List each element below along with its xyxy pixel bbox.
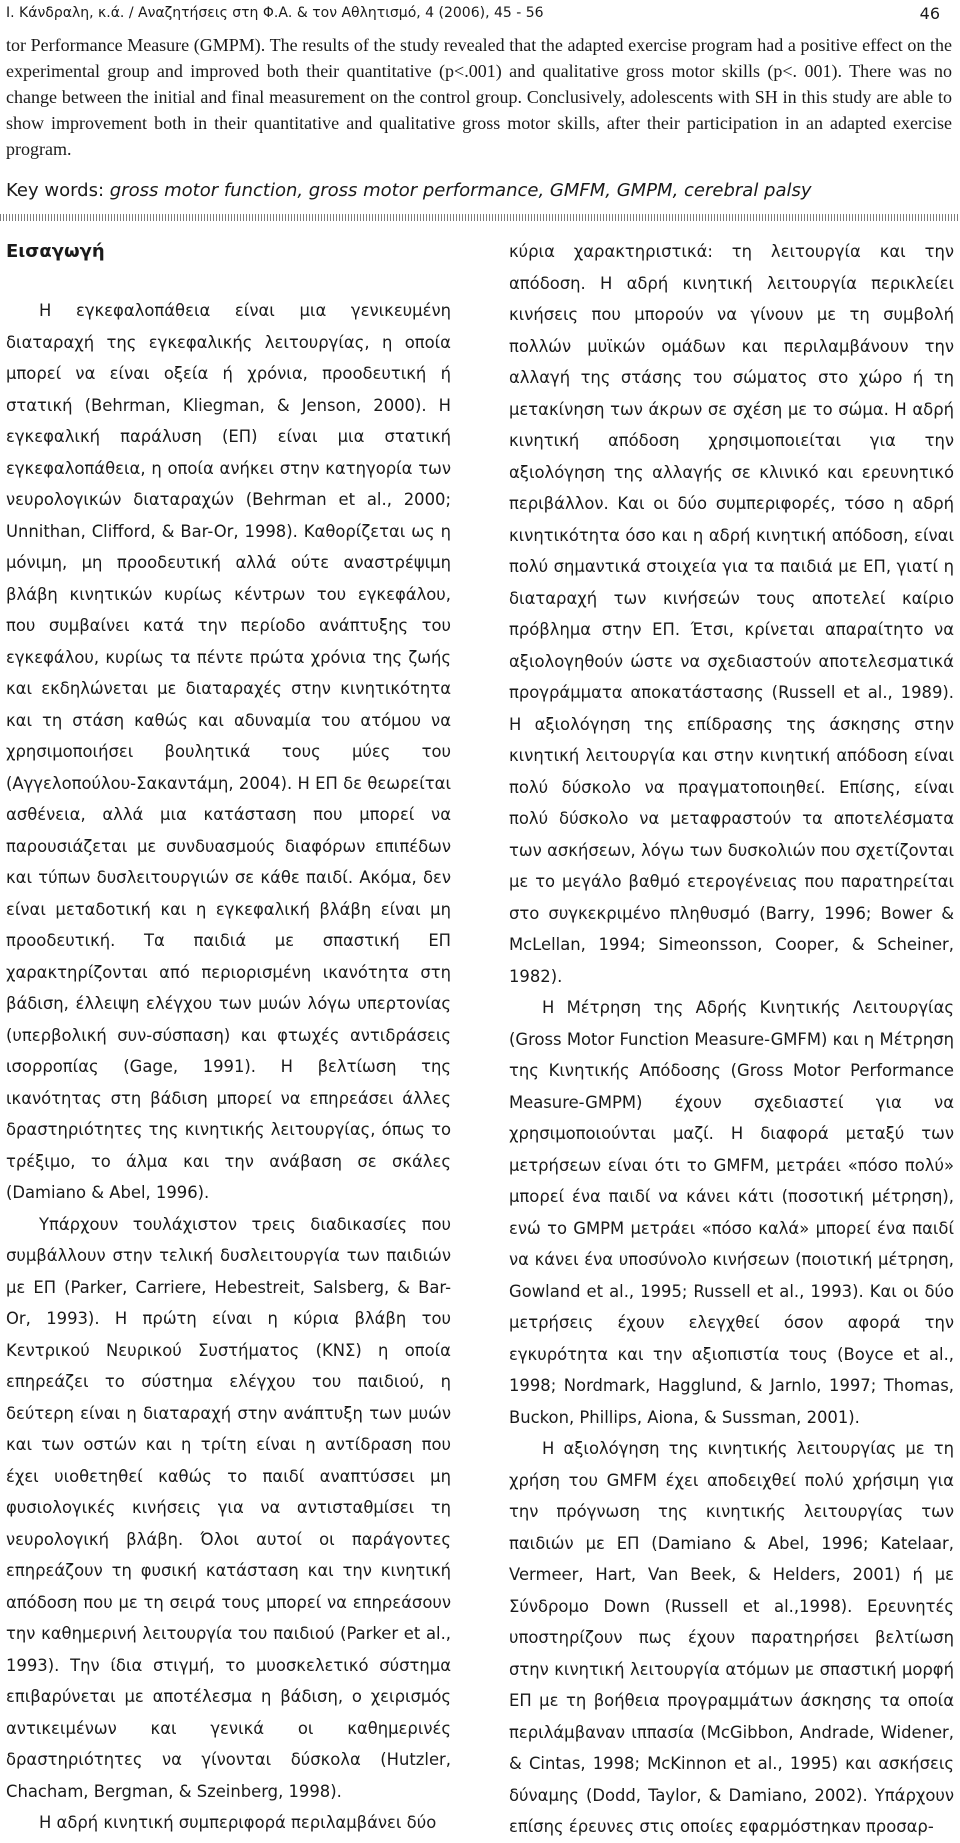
paragraph: Η Μέτρηση της Αδρής Κινητικής Λειτουργίας (Gross Motor Function Measure-GMFM) και η Μέτρηση της Κινητικής Απόδοσης (Gross Motor Performance Measure-GMPM) έχουν σχεδιαστεί για να χρησιμοποιούνται μαζί. Η διαφορά μεταξύ των μετρήσεων είναι ότι το GMFM, μετράει «πόσο πολύ» μπορεί ένα παιδί να κάνει κάτι (ποσοτική μέτρηση), ενώ το GMPM μετράει «πόσο καλά» μπορεί ένα παιδί να κάνει ένα υποσύνολο κινήσεων (ποιοτική μέτρηση, Gowland et al., 1995; Russell et al., 1993). Και οι δύο μετρήσεις έχουν ελεγχθεί όσον αφορά την εγκυρότητα και την αξιοπιστία τους (Boyce et al., 1998; Nordmark, Hagglund, & Jarnlo, 1997; Thomas, Buckon, Phillips, Aiona, & Sussman, 2001). bbox=[509, 998, 954, 1427]
paragraph: Η εγκεφαλοπάθεια είναι μια γενικευμένη διαταραχή της εγκεφαλικής λειτουργίας, η οποία μπορεί να είναι οξεία ή χρόνια, προοδευτική ή στατική (Behrman, Kliegman, & Jenson, 2000). Η εγκεφαλική παράλυση (ΕΠ) είναι μια στατική εγκεφαλοπάθεια, η οποία ανήκει στην κατηγορία των νευρολογικών διαταραχών (Behrman et al., 2000; Unnithan, Clifford, & Bar-Or, 1998). Καθορίζεται ως η μόνιμη, μη προοδευτική αλλά ούτε αναστρέψιμη βλάβη κινητικών κυρίως κέντρων του εγκεφάλου, που συμβαίνει κατά την περίοδο ανάπτυξης του εγκεφάλου, κυρίως τα πέντε πρώτα χρόνια της ζωής και εκδηλώνεται με διαταραχές στην κινητικότητα και τη στάση καθώς και αδυναμία του ατόμου να χρησιμοποιήσει βουλητικά τους μύες του (Αγγελοπούλου-Σακαντάμη, 2004). Η ΕΠ δε θεωρείται ασθένεια, αλλά μια κατάσταση που μπορεί να παρουσιάζεται με συνδυασμούς διαφόρων επιπέδων και τύπων δυσλειτουργιών σε κάθε παιδί. Ακόμα, δεν είναι μεταδοτική και η εγκεφαλική βλάβη είναι μη προοδευτική. Τα παιδιά με σπαστική ΕΠ χαρακτηρίζονται από περιορισμένη ικανότητα στη βάδιση, έλλειψη ελέγχου των μυών λόγω υπερτονίας (υπερβολική συν-σύσπαση) και φτωχές αντιδράσεις ισορροπίας (Gage, 1991). Η βελτίωση της ικανότητας στη βάδιση μπορεί να επηρεάσει άλλες δραστηριότητες της κινητικής λειτουργίας, όπως το τρέξιμο, το άλμα και την ανάβαση σε σκάλες (Damiano & Abel, 1996). bbox=[6, 301, 451, 1202]
paragraph: Η αδρή κινητική συμπεριφορά περιλαμβάνει δύο bbox=[39, 1813, 437, 1832]
running-head-text: Ι. Κάνδραλη, κ.ά. / Αναζητήσεις στη Φ.Α. & τον Αθλητισμό, 4 (2006), 45 - 56 bbox=[6, 5, 544, 21]
running-header bbox=[6, 0, 946, 26]
paragraph: κύρια χαρακτηριστικά: τη λειτουργία και την απόδοση. Η αδρή κινητική λειτουργία περικλείει κινήσεις που μπορούν να γίνουν με τη συμβολή πολλών μυϊκών ομάδων και περιλαμβάνουν την αλλαγή της στάσης του σώματος στο χώρο ή τη μετακίνηση των άκρων σε σχέση με το σώμα. Η αδρή κινητική απόδοση χρησιμοποιείται για την αξιολόγηση της αλλαγής σε κλινικό και ερευνητικό περιβάλλον. Και οι δύο συμπεριφορές, τόσο η αδρή κινητικότητα όσο και η αδρή κινητική απόδοση, είναι πολύ σημαντικά στοιχεία για τα παιδιά με ΕΠ, γιατί η διαταραχή των κινήσεών τους αποτελεί καίριο πρόβλημα στην ΕΠ. Έτσι, κρίνεται απαραίτητο να αξιολογηθούν ώστε να σχεδιαστούν αποτελεσματικά προγράμματα αποκατάστασης (Russell et al., 1989). Η αξιολόγηση της επίδρασης της άσκησης στην κινητική λειτουργία και στην κινητική απόδοση είναι πολύ δύσκολο να πραγματοποιηθεί. Επίσης, είναι πολύ δύσκολο να μεταφραστούν τα αποτελέσματα των ασκήσεων, λόγω των δυσκολιών που σχετίζονται με το μεγάλο βαθμό ετερογένειας που παρατηρείται στο συγκεκριμένο πληθυσμό (Barry, 1996; Bower & McLellan, 1994; Simeonsson, Cooper, & Scheiner, 1982). bbox=[509, 242, 954, 986]
abstract-text: tor Performance Measure (GMPM). The results of the study revealed that the adapted exercise program had a positive effect on the experimental group and improved both their quantitative (p<.001) and qualitative gross motor skills (p<. 001). There was no change between the initial and final measurement on the control group. Conclusively, adolescents with SH in this study are able to show improvement both in their quantitative and qualitative gross motor skills, after their participation in an adapted exercise program. bbox=[6, 35, 952, 159]
dotted-separator bbox=[0, 214, 960, 221]
abstract bbox=[6, 32, 952, 162]
paragraph: Υπάρχουν τουλάχιστον τρεις διαδικασίες που συμβάλλουν στην τελική δυσλειτουργία των παιδιών με ΕΠ (Parker, Carriere, Hebestreit, Salsberg, & Bar-Or, 1993). Η πρώτη είναι η κύρια βλάβη του Κεντρικού Νευρικού Συστήματος (ΚΝΣ) η οποία επηρεάζει το σύστημα ελέγχου του παιδιού, η δεύτερη είναι η διαταραχή στην ανάπτυξη των μυών και των οστών και η τρίτη είναι η αντίδραση που έχει υιοθετηθεί καθώς το παιδί αναπτύσσει μη φυσιολογικές κινήσεις για να αντισταθμίσει τη νευρολογική βλάβη. Όλοι αυτοί οι παράγοντες επηρεάζουν τη φυσική κατάσταση και την κινητική απόδοση που με τη σειρά τους μπορεί να επηρεάσουν την καθημερινή λειτουργία του παιδιού (Parker et al., 1993). Την ίδια στιγμή, το μυοσκελετικό σύστημα επιβαρύνεται με αποτέλεσμα η βάδιση, ο χειρισμός αντικειμένων και γενικά οι καθημερινές δραστηριότητες να γίνονται δύσκολα (Hutzler, Chacham, Bergman, & Szeinberg, 1998). bbox=[6, 1214, 451, 1801]
page-number: 46 bbox=[919, 3, 940, 23]
right-column bbox=[509, 236, 954, 1843]
keywords-terms: gross motor function, gross motor performance, GMFM, GMPM, cerebral palsy bbox=[109, 180, 812, 201]
keywords-label: Key words: bbox=[6, 180, 105, 201]
paragraph: Η αξιολόγηση της κινητικής λειτουργίας με τη χρήση του GMFM έχει αποδειχθεί πολύ χρήσιμη για την πρόγνωση της κινητικής λειτουργίας των παιδιών με ΕΠ (Damiano & Abel, 1996; Katelaar, Vermeer, Hart, Van Beek, & Helders, 2001) ή με Σύνδρομο Down (Russell et al.,1998). Ερευνητές υποστηρίζουν πως έχουν παρατηρήσει βελτίωση στην κινητική λειτουργία ατόμων με σπαστική μορφή ΕΠ με τη βοήθεια προγραμμάτων άσκησης τα οποία περιλάμβαναν ιππασία (McGibbon, Andrade, Widener, & Cintas, 1998; McKinnon et al., 1995) και ασκήσεις δύναμης (Dodd, Taylor, & Damiano, 2002). Υπάρχουν επίσης έρευνες στις οποίες εφαρμόστηκαν προσαρ- bbox=[509, 1439, 954, 1836]
section-heading: Εισαγωγή bbox=[6, 241, 105, 262]
keywords bbox=[6, 178, 952, 204]
left-column bbox=[6, 236, 451, 1839]
